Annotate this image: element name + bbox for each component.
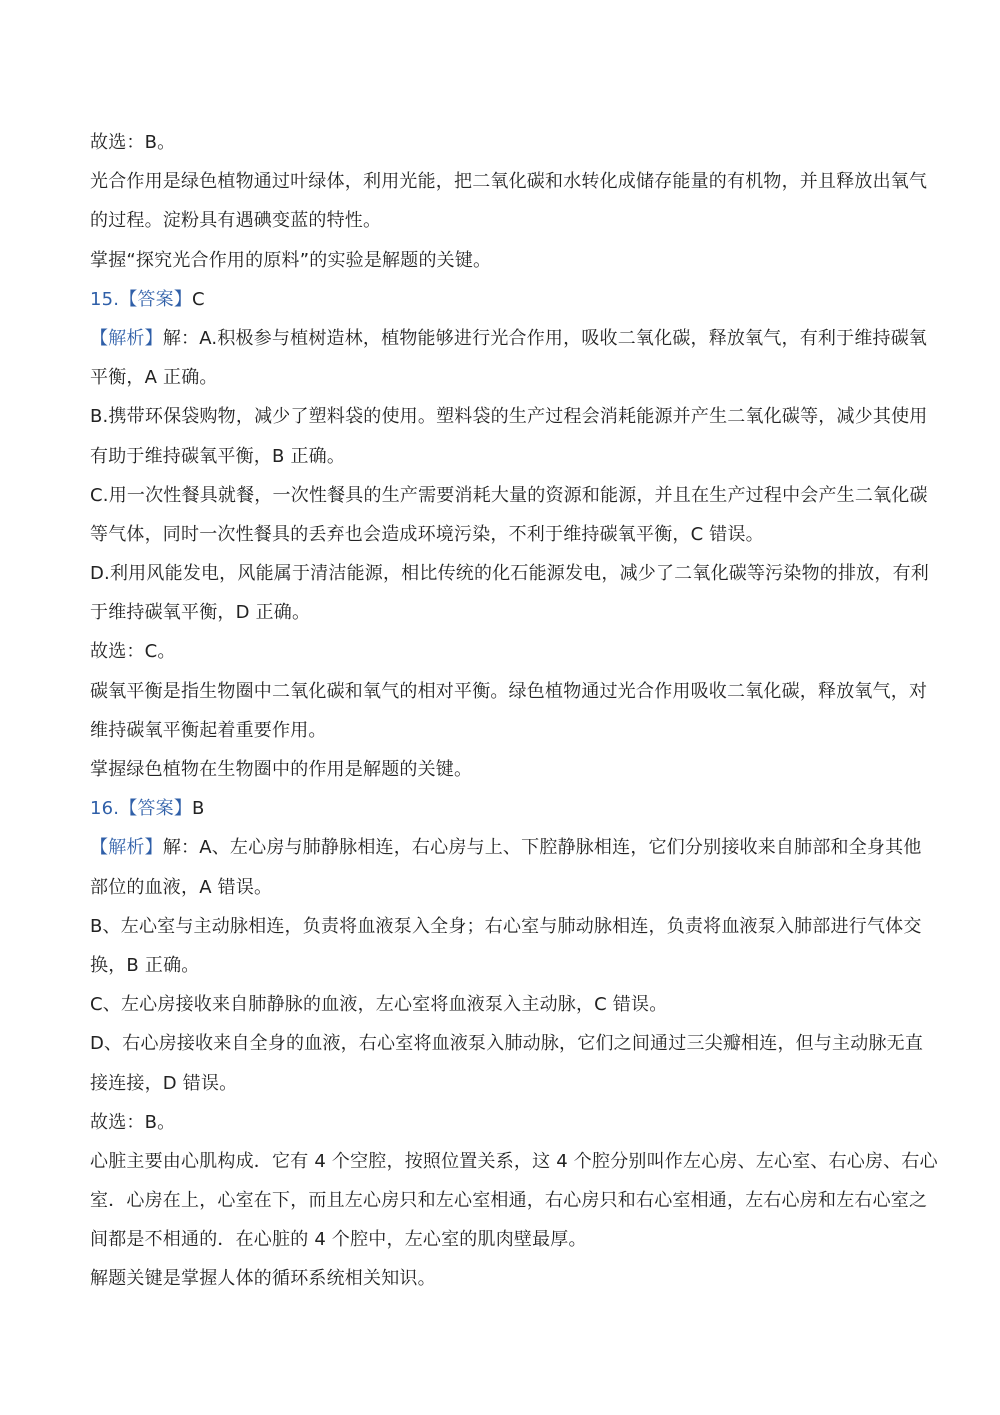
q15-answer-heading: [90, 280, 910, 319]
q16-option-b-line-2: 换，B 正确。: [90, 954, 200, 976]
q15-option-a-line-1: [90, 319, 928, 358]
q16-analysis-tag: 【解析】: [90, 837, 163, 859]
q14-key-point: 掌握“探究光合作用的原料”的实验是解题的关键。: [90, 249, 492, 271]
q15-note-line-2: 维持碳氧平衡起着重要作用。: [90, 719, 327, 741]
q15-answer-tag: 【答案】: [119, 288, 193, 310]
q14-choice: 故选：B。: [90, 132, 176, 153]
q15-note-line-1: 碳氧平衡是指生物圈中二氧化碳和氧气的相对平衡。绿色植物通过光合作用吸收二氧化碳，释放氧气，对: [90, 680, 928, 702]
q16-choice: 故选：B。: [90, 1111, 176, 1133]
q15-number: 15.: [90, 288, 120, 310]
q16-option-d-line-1: D、右心房接收来自全身的血液，右心室将血液泵入肺动脉，它们之间通过三尖瓣相连，但与主动脉无直: [90, 1033, 924, 1055]
q15-option-c-line-2: 等气体，同时一次性餐具的丢弃也会造成环境污染，不利于维持碳氧平衡，C 错误。: [90, 523, 764, 545]
q16-note-line-1: 心脏主要由心肌构成．它有 4 个空腔，按照位置关系，这 4 个腔分别叫作左心房、左心室、右心房、右心: [90, 1150, 938, 1172]
q15-analysis-tag: 【解析】: [90, 327, 163, 349]
q15-option-b-line-1: B.携带环保袋购物，减少了塑料袋的使用。塑料袋的生产过程会消耗能源并产生二氧化碳等，减少其使用: [90, 406, 928, 428]
q15-answer: C: [192, 288, 205, 310]
q16-answer-tag: 【答案】: [119, 798, 193, 820]
q16-option-a-line-1: [90, 828, 922, 867]
q15-choice: 故选：C。: [90, 641, 176, 663]
q16-note-line-2: 室．心房在上，心室在下，而且左心房只和左心室相通，右心房只和右心室相通，左右心房和左右心室之: [90, 1190, 928, 1212]
document-page: [90, 123, 938, 1299]
q15-option-a-text: 解：A.积极参与植树造林，植物能够进行光合作用，吸收二氧化碳，释放氧气，有利于维持碳氧: [162, 327, 928, 349]
q16-answer: B: [192, 798, 205, 820]
q15-option-c-line-1: C.用一次性餐具就餐，一次性餐具的生产需要消耗大量的资源和能源，并且在生产过程中会产生二氧化碳: [90, 484, 928, 506]
q16-option-d-line-2: 接连接，D 错误。: [90, 1072, 238, 1094]
q16-number: 16.: [90, 798, 120, 820]
q14-analysis-line-2: 的过程。淀粉具有遇碘变蓝的特性。: [90, 210, 382, 232]
q16-note-line-3: 间都是不相通的．在心脏的 4 个腔中，左心室的肌肉壁最厚。: [90, 1229, 587, 1251]
q15-option-d-line-2: 于维持碳氧平衡，D 正确。: [90, 602, 311, 624]
q16-option-a-line-2: 部位的血液，A 错误。: [90, 876, 273, 898]
q14-analysis-line-1: 光合作用是绿色植物通过叶绿体，利用光能，把二氧化碳和水转化成储存能量的有机物，并且释放出氧气: [90, 171, 928, 193]
q16-option-a-text: 解：A、左心房与肺静脉相连，右心房与上、下腔静脉相连，它们分别接收来自肺部和全身其他: [162, 837, 922, 859]
q16-option-c-line-1: C、左心房接收来自肺静脉的血液，左心室将血液泵入主动脉，C 错误。: [90, 994, 668, 1016]
q16-key-point: 解题关键是掌握人体的循环系统相关知识。: [90, 1268, 436, 1290]
q16-answer-heading: [90, 789, 910, 828]
q16-option-b-line-1: B、左心室与主动脉相连，负责将血液泵入全身；右心室与肺动脉相连，负责将血液泵入肺部进行气体交: [90, 915, 922, 937]
q15-option-d-line-1: D.利用风能发电，风能属于清洁能源，相比传统的化石能源发电，减少了二氧化碳等污染物的排放，有利: [90, 563, 929, 585]
q15-option-b-line-2: 有助于维持碳氧平衡，B 正确。: [90, 445, 346, 467]
q15-option-a-line-2: 平衡，A 正确。: [90, 367, 218, 389]
q15-key-point: 掌握绿色植物在生物圈中的作用是解题的关键。: [90, 759, 473, 780]
